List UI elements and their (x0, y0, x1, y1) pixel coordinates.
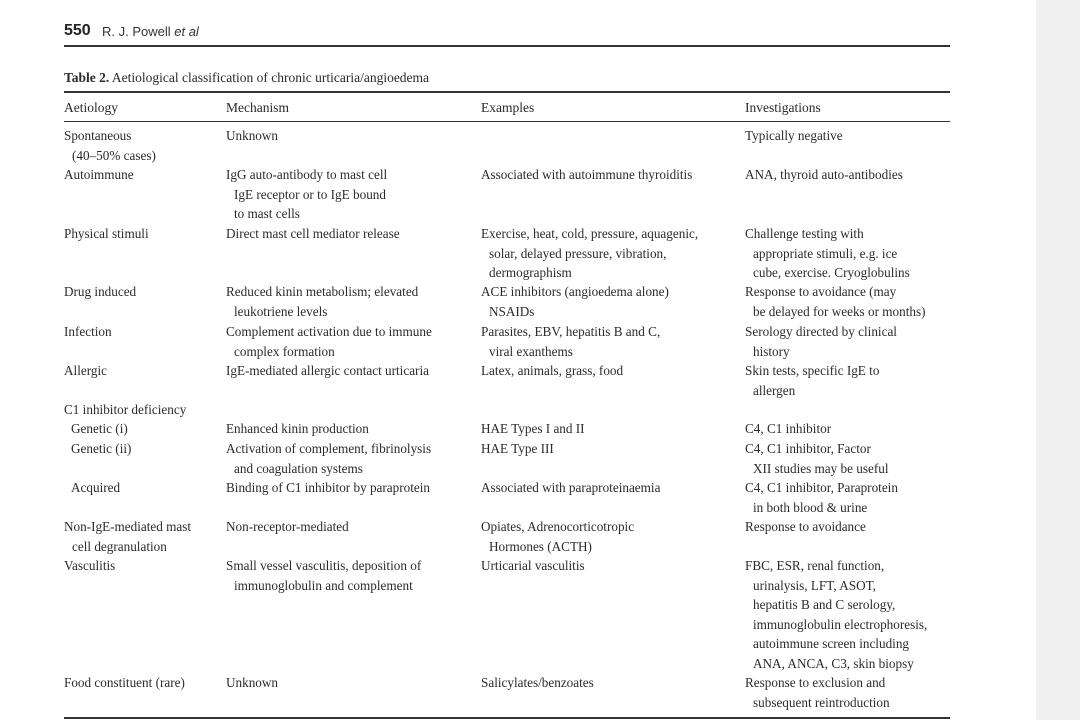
table-cell-mechanism (226, 517, 349, 537)
table-cell-examples (481, 478, 660, 498)
cell-line: (40–50% cases) (72, 147, 156, 163)
cell-line: viral exanthems (489, 343, 573, 359)
cell-line: cell degranulation (72, 538, 167, 554)
cell-line: Direct mast cell mediator release (226, 226, 400, 241)
cell-line: Associated with paraproteinaemia (481, 480, 661, 495)
table-cell-examples (481, 322, 660, 361)
cell-line: Binding of C1 inhibitor by paraprotein (226, 480, 431, 495)
header-rule (64, 45, 950, 47)
cell-line: HAE Types I and II (481, 421, 585, 436)
page-number: 550 (64, 22, 91, 39)
author-et-al: et al (174, 24, 199, 39)
cell-line: Hormones (ACTH) (489, 538, 592, 554)
table-cell-examples (481, 419, 585, 439)
cell-line: C4, C1 inhibitor (745, 421, 832, 436)
cell-line: urinalysis, LFT, ASOT, (753, 577, 876, 593)
cell-line: Challenge testing with (745, 226, 864, 241)
cell-line: Typically negative (745, 128, 843, 143)
cell-line: subsequent reintroduction (753, 694, 890, 710)
cell-line: immunoglobulin and complement (234, 577, 413, 593)
cell-line: Complement activation due to immune (226, 324, 432, 339)
table-cell-investigations (745, 517, 866, 537)
cell-line: Parasites, EBV, hepatitis B and C, (481, 324, 661, 339)
table-cell-investigations (745, 322, 897, 361)
cell-line: Non-IgE-mediated mast (64, 519, 192, 534)
table-cell-mechanism (226, 126, 278, 146)
cell-line: Unknown (226, 675, 279, 690)
cell-line: in both blood & urine (753, 499, 868, 515)
cell-line: HAE Type III (481, 441, 554, 456)
cell-line: cube, exercise. Cryoglobulins (753, 265, 910, 281)
table-cell-mechanism (226, 361, 429, 381)
cell-line: Exercise, heat, cold, pressure, aquagenic, (481, 226, 699, 241)
cell-line: ANA, ANCA, C3, skin biopsy (753, 655, 914, 671)
table-cell-investigations (745, 478, 898, 517)
cell-line: Food constituent (rare) (64, 675, 185, 690)
table-cell-aetiology (64, 517, 191, 556)
table-cell-mechanism (226, 282, 418, 321)
table-cell-investigations (745, 673, 890, 712)
cell-line: C4, C1 inhibitor, Factor (745, 441, 871, 456)
cell-line: Urticarial vasculitis (481, 558, 585, 573)
table-cell-mechanism (226, 224, 400, 244)
cell-line: Spontaneous (64, 128, 132, 143)
table-cell-mechanism (226, 556, 421, 595)
table-cell-investigations (745, 556, 927, 674)
cell-line: Opiates, Adrenocorticotropic (481, 519, 635, 534)
cell-line: IgE-mediated allergic contact urticaria (226, 363, 429, 378)
table-cell-investigations (745, 361, 879, 400)
table-cell-aetiology (64, 478, 120, 498)
cell-line: Allergic (64, 363, 107, 378)
cell-line: Autoimmune (64, 167, 134, 182)
col-header-mechanism: Mechanism (226, 100, 289, 115)
col-header-examples: Examples (481, 100, 535, 115)
cell-line: Acquired (71, 480, 121, 495)
table-cell-aetiology (64, 282, 136, 302)
table-cell-mechanism (226, 478, 430, 498)
cell-line: Physical stimuli (64, 226, 149, 241)
table-bottom-rule (64, 717, 950, 719)
cell-line: Vasculitis (64, 558, 116, 573)
cell-line: Response to avoidance (may (745, 284, 897, 299)
cell-line: to mast cells (234, 206, 300, 222)
cell-line: FBC, ESR, renal function, (745, 558, 885, 573)
cell-line: solar, delayed pressure, vibration, (489, 245, 667, 261)
cell-line: Genetic (i) (71, 421, 128, 436)
cell-line: be delayed for weeks or months) (753, 303, 926, 319)
cell-line: Enhanced kinin production (226, 421, 369, 436)
table-cell-aetiology (64, 224, 149, 244)
cell-line: immunoglobulin electrophoresis, (753, 616, 928, 632)
table-cell-aetiology (64, 165, 134, 185)
side-margin (1036, 0, 1080, 720)
table-cell-mechanism (226, 419, 369, 439)
table-cell-aetiology (64, 556, 115, 576)
cell-line: Latex, animals, grass, food (481, 363, 624, 378)
cell-line: Serology directed by clinical (745, 324, 897, 339)
table-caption (64, 70, 429, 86)
cell-line: ANA, thyroid auto-antibodies (745, 167, 903, 182)
cell-line: Infection (64, 324, 112, 339)
table-cell-mechanism (226, 439, 431, 478)
table-cell-aetiology (64, 400, 186, 420)
cell-line: Skin tests, specific IgE to (745, 363, 880, 378)
cell-line: IgE receptor or to IgE bound (234, 186, 386, 202)
cell-line: XII studies may be useful (753, 460, 889, 476)
table-cell-examples (481, 224, 698, 283)
cell-line: Unknown (226, 128, 279, 143)
cell-line: appropriate stimuli, e.g. ice (753, 245, 898, 261)
table-cell-investigations (745, 126, 843, 146)
author-line (102, 24, 199, 39)
cell-line: autoimmune screen including (753, 636, 910, 652)
col-header-aetiology: Aetiology (64, 100, 118, 115)
table-cell-aetiology (64, 361, 107, 381)
cell-line: Response to exclusion and (745, 675, 886, 690)
col-header-investigations: Investigations (745, 100, 821, 115)
table-cell-examples (481, 165, 692, 185)
cell-line: Salicylates/benzoates (481, 675, 594, 690)
cell-line: hepatitis B and C serology, (753, 597, 896, 613)
cell-line: history (753, 343, 790, 359)
cell-line: Non-receptor-mediated (226, 519, 349, 534)
cell-line: C4, C1 inhibitor, Paraprotein (745, 480, 898, 495)
cell-line: dermographism (489, 265, 572, 281)
table-cell-mechanism (226, 165, 387, 224)
table-cell-examples (481, 439, 554, 459)
running-header (64, 22, 950, 42)
table-cell-examples (481, 673, 594, 693)
cell-line: ACE inhibitors (angioedema alone) (481, 284, 669, 299)
table-top-rule (64, 91, 950, 93)
cell-line: and coagulation systems (234, 460, 363, 476)
cell-line: allergen (753, 382, 796, 398)
cell-line: leukotriene levels (234, 303, 328, 319)
table-cell-aetiology (64, 322, 112, 342)
table-cell-investigations (745, 165, 903, 185)
cell-line: Associated with autoimmune thyroiditis (481, 167, 693, 182)
table-cell-investigations (745, 224, 910, 283)
cell-line: NSAIDs (489, 303, 535, 319)
cell-line: Genetic (ii) (71, 441, 132, 456)
cell-line: IgG auto-antibody to mast cell (226, 167, 388, 182)
cell-line: Small vessel vasculitis, deposition of (226, 558, 422, 573)
table-cell-mechanism (226, 673, 278, 693)
table-cell-examples (481, 282, 669, 321)
table-cell-aetiology (64, 419, 128, 439)
table-cell-examples (481, 517, 634, 556)
table-cell-investigations (745, 439, 889, 478)
header-row-rule (64, 121, 950, 122)
author-name: R. J. Powell (102, 24, 175, 39)
cell-line: Response to avoidance (745, 519, 866, 534)
cell-line: Drug induced (64, 284, 137, 299)
table-cell-aetiology (64, 673, 185, 693)
table-cell-examples (481, 556, 585, 576)
cell-line: Activation of complement, fibrinolysis (226, 441, 432, 456)
cell-line: complex formation (234, 343, 335, 359)
table-cell-mechanism (226, 322, 432, 361)
table-title: Aetiological classification of chronic urticaria/angioedema (111, 70, 430, 85)
table-cell-investigations (745, 419, 831, 439)
table-cell-aetiology (64, 126, 156, 165)
table-cell-examples (481, 361, 623, 381)
cell-line: C1 inhibitor deficiency (64, 402, 187, 417)
table-cell-investigations (745, 282, 925, 321)
cell-line: Reduced kinin metabolism; elevated (226, 284, 419, 299)
table-cell-aetiology (64, 439, 131, 459)
table-label: Table 2. (64, 70, 110, 85)
